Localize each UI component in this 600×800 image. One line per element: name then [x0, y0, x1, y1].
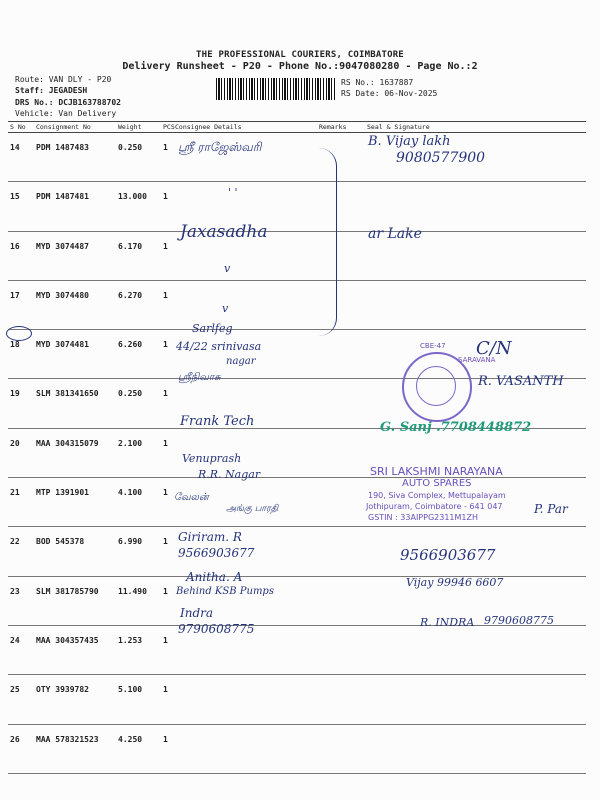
cell-pcs: 1: [161, 133, 173, 182]
cell-weight: 6.170: [116, 231, 161, 280]
cell-consignment: MYD 3074481: [34, 330, 116, 379]
cell-remarks: [317, 724, 365, 773]
table-header-row: [8, 122, 586, 133]
cell-consignee: [173, 724, 317, 773]
col-signature: Seal & Signature: [365, 122, 586, 133]
barcode: [216, 78, 336, 100]
cell-signature: [365, 625, 586, 674]
table-row: [8, 527, 586, 576]
round-stamp-text: SARAVANA: [458, 356, 496, 364]
cell-remarks: [317, 478, 365, 527]
table-row: [8, 280, 586, 329]
runsheet-table: [8, 121, 586, 774]
cell-pcs: 1: [161, 428, 173, 477]
cell-weight: 0.250: [116, 133, 161, 182]
cell-consignee: [173, 675, 317, 724]
hw-consignee-24a: Giriram. R: [178, 530, 242, 544]
cell-pcs: 1: [161, 675, 173, 724]
hw-consignee-19c: nagar: [226, 356, 256, 367]
cell-sno: 26: [8, 724, 34, 773]
hw-consignee-25b: Behind KSB Pumps: [176, 586, 274, 597]
circled-row-19: [6, 326, 32, 341]
cell-pcs: 1: [161, 182, 173, 231]
cell-signature: [365, 182, 586, 231]
cell-consignment: BOD 545378: [34, 527, 116, 576]
rs-date: RS Date: 06-Nov-2025: [341, 89, 438, 98]
table-row: [8, 133, 586, 182]
drs-number: DRS No.: DCJB163788702: [15, 98, 121, 107]
stamp-line-5: GSTIN : 33AIPPG2311M1ZH: [368, 513, 478, 522]
cell-sno: 20: [8, 428, 34, 477]
company-name: THE PROFESSIONAL COURIERS, COIMBATORE: [196, 50, 404, 60]
hw-signature-14: B. Vijay lakh: [368, 134, 451, 149]
vehicle-info: Vehicle: Van Delivery: [15, 109, 117, 118]
hw-consignee-25a: Anitha. A: [186, 570, 243, 584]
remarks-brace: [316, 148, 337, 336]
cell-sno: 17: [8, 280, 34, 329]
stamp-line-3: 190, Siva Complex, Mettupalayam: [368, 491, 506, 500]
hw-signature-25: Vijay 99946 6607: [406, 576, 504, 589]
table-row: [8, 724, 586, 773]
cell-weight: 6.990: [116, 527, 161, 576]
hw-signature-16: ar Lake: [368, 226, 422, 242]
cell-remarks: [317, 330, 365, 379]
hw-consignee-19a: Sarlfeg: [192, 322, 233, 335]
hw-phone-26: 9790608775: [484, 614, 554, 627]
cell-remarks: [317, 576, 365, 625]
cell-consignment: MAA 304315079: [34, 428, 116, 477]
cell-remarks: [317, 428, 365, 477]
stamp-line-4: Jothipuram, Coimbatore - 641 047: [366, 502, 503, 511]
hw-consignee-23a: வேலன்: [174, 492, 209, 503]
cell-weight: 6.270: [116, 280, 161, 329]
cell-consignment: PDM 1487481: [34, 182, 116, 231]
staff-info: Staff: JEGADESH: [15, 86, 88, 95]
stamp-line-1: SRI LAKSHMI NARAYANA: [370, 465, 503, 478]
cell-weight: 2.100: [116, 428, 161, 477]
cell-signature: [365, 724, 586, 773]
hw-consignee-14: ஸ்ரீ ராஜேஸ்வரி: [178, 140, 262, 154]
cell-sno: 22: [8, 527, 34, 576]
route-info: Route: VAN DLY - P20: [15, 75, 112, 84]
cell-sno: 19: [8, 379, 34, 428]
hw-mark-17: v: [224, 262, 231, 275]
col-consignment: Consignment No: [34, 122, 116, 133]
col-remarks: Remarks: [317, 122, 365, 133]
hw-signature-21: G. Sanj .7708448872: [380, 420, 532, 435]
cell-remarks: [317, 675, 365, 724]
col-pcs: PCS: [163, 123, 175, 131]
hw-signature-23: P. Par: [534, 502, 568, 516]
cell-consignment: SLM 381341650: [34, 379, 116, 428]
hw-signature-26: R. INDRA: [420, 616, 475, 629]
cell-remarks: [317, 625, 365, 674]
cell-pcs: 1: [161, 625, 173, 674]
hw-phone-24: 9566903677: [400, 546, 496, 564]
hw-consignee-19b: 44/22 srinivasa: [176, 340, 262, 353]
round-stamp-code: CBE-47: [420, 342, 446, 350]
hw-mark-15: ' ': [228, 186, 238, 199]
hw-consignee-24b: 9566903677: [178, 546, 255, 560]
hw-consignee-26b: 9790608775: [178, 622, 255, 636]
cell-sno: 23: [8, 576, 34, 625]
hw-consignee-23b: அங்கு பாரதி: [226, 504, 279, 514]
runsheet-title: Delivery Runsheet - P20 - Phone No.:9047080280 - Page No.:2: [122, 61, 478, 72]
cell-weight: 1.253: [116, 625, 161, 674]
hw-consignee-16: Jaxasadha: [180, 222, 268, 242]
cell-consignment: MAA 578321523: [34, 724, 116, 773]
hw-consignee-22a: Venuprash: [182, 452, 242, 465]
hw-consignee-20: ஸ்ரீநிவாசு: [178, 372, 221, 383]
cell-pcs: 1: [161, 724, 173, 773]
cell-sno: 18: [8, 330, 34, 379]
cell-consignment: OTY 3939782: [34, 675, 116, 724]
table-row: [8, 675, 586, 724]
col-consignee: Consignee Details: [173, 122, 317, 133]
cell-weight: 4.100: [116, 478, 161, 527]
cell-weight: 4.250: [116, 724, 161, 773]
table-row: [8, 182, 586, 231]
cell-weight: 0.250: [116, 379, 161, 428]
col-sno: S No: [8, 122, 34, 133]
cell-weight: 11.490: [116, 576, 161, 625]
cell-sno: 15: [8, 182, 34, 231]
hw-signature-19: C/N: [476, 338, 512, 359]
cell-consignment: MAA 304357435: [34, 625, 116, 674]
table-row: [8, 231, 586, 280]
cell-weight: 6.260: [116, 330, 161, 379]
cell-pcs: 1: [161, 379, 173, 428]
hw-phone-14: 9080577900: [396, 150, 486, 166]
cell-sno: 14: [8, 133, 34, 182]
cell-signature: [365, 675, 586, 724]
cell-remarks: [317, 527, 365, 576]
cell-pcs: 1: [161, 478, 173, 527]
cell-signature: [365, 280, 586, 329]
hw-mark-18: v: [222, 302, 229, 315]
cell-weight: 5.100: [116, 675, 161, 724]
cell-sno: 21: [8, 478, 34, 527]
cell-consignment: MTP 1391901: [34, 478, 116, 527]
cell-remarks: [317, 379, 365, 428]
cell-weight: 13.000: [116, 182, 161, 231]
cell-consignment: MYD 3074480: [34, 280, 116, 329]
cell-pcs: 1: [161, 527, 173, 576]
cell-sno: 24: [8, 625, 34, 674]
cell-sno: 16: [8, 231, 34, 280]
hw-signature-20: R. VASANTH: [478, 374, 564, 389]
hw-consignee-26a: Indra: [180, 606, 214, 620]
table-row: [8, 625, 586, 674]
col-weight: Weight: [116, 122, 161, 133]
cell-pcs: 1: [161, 330, 173, 379]
cell-pcs: 1: [161, 576, 173, 625]
stamp-line-2: AUTO SPARES: [402, 478, 472, 489]
cell-consignment: PDM 1487483: [34, 133, 116, 182]
cell-consignment: MYD 3074487: [34, 231, 116, 280]
hw-consignee-21: Frank Tech: [180, 414, 255, 429]
cell-pcs: 1: [161, 280, 173, 329]
cell-pcs: 1: [161, 231, 173, 280]
rs-number: RS No.: 1637887: [341, 78, 414, 87]
hw-consignee-22b: R.R. Nagar: [198, 468, 261, 481]
cell-sno: 25: [8, 675, 34, 724]
cell-consignment: SLM 381785790: [34, 576, 116, 625]
